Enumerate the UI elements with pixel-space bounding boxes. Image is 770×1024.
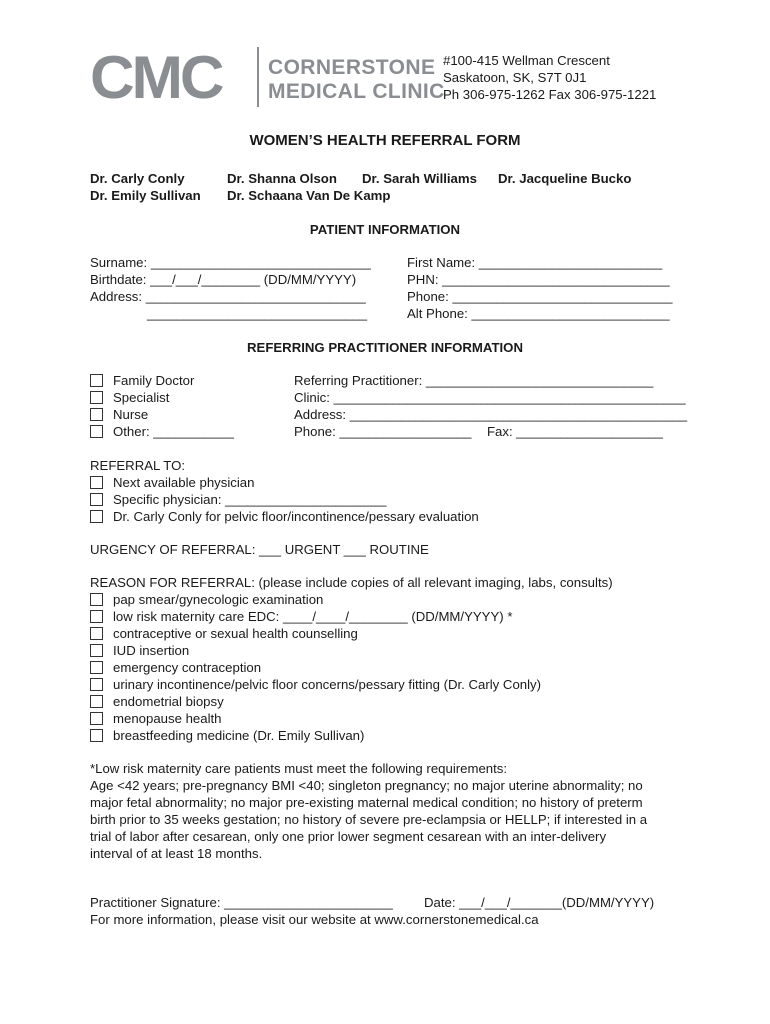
clinic-logo-mark: CMC (90, 44, 222, 111)
checkbox[interactable] (90, 661, 103, 674)
option-label: endometrial biopsy (113, 694, 224, 709)
checkbox[interactable] (90, 644, 103, 657)
doctor-name: Dr. Sarah Williams (362, 171, 477, 186)
clinic-phone-fax: Ph 306-975-1262 Fax 306-975-1221 (443, 87, 657, 102)
option-label: Specific physician: ______________________ (113, 492, 387, 507)
surname-field[interactable]: Surname: ______________________________ (90, 255, 371, 270)
option-label: IUD insertion (113, 643, 190, 658)
logo-divider (257, 47, 259, 107)
doctor-name: Dr. Schaana Van De Kamp (227, 188, 391, 203)
doctor-name: Dr. Shanna Olson (227, 171, 337, 186)
reason-heading: REASON FOR REFERRAL: (please include copies of all relevant imaging, labs, consults) (90, 575, 613, 590)
doctor-name: Dr. Jacqueline Bucko (498, 171, 632, 186)
maternity-note-line: interval of at least 18 months. (90, 846, 263, 861)
option-label: contraceptive or sexual health counselling (113, 626, 358, 641)
doctor-name: Dr. Carly Conly (90, 171, 185, 186)
clinic-address-line2: Saskatoon, SK, S7T 0J1 (443, 70, 587, 85)
checkbox[interactable] (90, 476, 103, 489)
first-name-field[interactable]: First Name: _________________________ (407, 255, 663, 270)
maternity-note-line: Age <42 years; pre-pregnancy BMI <40; singleton pregnancy; no major uterine abnormality; no (90, 778, 643, 793)
referring-heading: REFERRING PRACTITIONER INFORMATION (247, 340, 523, 355)
checkbox[interactable] (90, 678, 103, 691)
checkbox[interactable] (90, 712, 103, 725)
option-label: Specialist (113, 390, 170, 405)
option-label: Nurse (113, 407, 149, 422)
maternity-note-line: birth prior to 35 weeks gestation; no history of severe pre-eclampsia or HELLP; if interested in a (90, 812, 648, 827)
option-label: pap smear/gynecologic examination (113, 592, 324, 607)
maternity-note-line: *Low risk maternity care patients must meet the following requirements: (90, 761, 508, 776)
option-label: Other: ___________ (113, 424, 234, 439)
option-label: Next available physician (113, 475, 255, 490)
birthdate-field[interactable]: Birthdate: ___/___/________ (DD/MM/YYYY) (90, 272, 357, 287)
address-continued-field[interactable]: ______________________________ (147, 306, 368, 321)
website-note: For more information, please visit our website at www.cornerstonemedical.ca (90, 912, 539, 927)
urgency-field[interactable]: URGENCY OF REFERRAL: ___ URGENT ___ ROUTINE (90, 542, 429, 557)
referring-address-field[interactable]: Address: ______________________________________________ (294, 407, 688, 422)
checkbox[interactable] (90, 510, 103, 523)
referring-practitioner-field[interactable]: Referring Practitioner: _______________________________ (294, 373, 654, 388)
signature-field[interactable]: Practitioner Signature: _______________________ (90, 895, 393, 910)
checkbox[interactable] (90, 408, 103, 421)
checkbox[interactable] (90, 493, 103, 506)
referring-phone-field[interactable]: Phone: __________________ (294, 424, 472, 439)
checkbox[interactable] (90, 593, 103, 606)
checkbox[interactable] (90, 610, 103, 623)
option-label: Family Doctor (113, 373, 195, 388)
signature-date-field[interactable]: Date: ___/___/_______(DD/MM/YYYY) (424, 895, 655, 910)
option-label: low risk maternity care EDC: ____/____/________ (DD/MM/YYYY) * (113, 609, 513, 624)
checkbox[interactable] (90, 391, 103, 404)
referring-clinic-field[interactable]: Clinic: ________________________________________________ (294, 390, 686, 405)
option-label: Dr. Carly Conly for pelvic floor/incontinence/pessary evaluation (113, 509, 479, 524)
patient-phone-field[interactable]: Phone: ______________________________ (407, 289, 673, 304)
checkbox[interactable] (90, 374, 103, 387)
form-title: WOMEN’S HEALTH REFERRAL FORM (249, 132, 521, 149)
maternity-note-line: trial of labor after cesarean, only one prior lower segment cesarean with an inter-delivery (90, 829, 607, 844)
phn-field[interactable]: PHN: _______________________________ (407, 272, 670, 287)
option-label: emergency contraception (113, 660, 262, 675)
doctor-name: Dr. Emily Sullivan (90, 188, 201, 203)
clinic-address-line1: #100-415 Wellman Crescent (443, 53, 610, 68)
clinic-logo-name-line1: CORNERSTONE (268, 56, 436, 79)
patient-info-heading: PATIENT INFORMATION (309, 222, 461, 237)
checkbox[interactable] (90, 695, 103, 708)
alt-phone-field[interactable]: Alt Phone: ___________________________ (407, 306, 670, 321)
option-label: menopause health (113, 711, 222, 726)
checkbox[interactable] (90, 729, 103, 742)
referring-fax-field[interactable]: Fax: ____________________ (487, 424, 663, 439)
clinic-logo-name-line2: MEDICAL CLINIC (268, 80, 445, 103)
checkbox[interactable] (90, 425, 103, 438)
checkbox[interactable] (90, 627, 103, 640)
referral-to-heading: REFERRAL TO: (90, 458, 186, 473)
option-label: urinary incontinence/pelvic floor concerns/pessary fitting (Dr. Carly Conly) (113, 677, 542, 692)
maternity-note-line: major fetal abnormality; no major pre-existing maternal medical condition; no history of preterm (90, 795, 643, 810)
address-field[interactable]: Address: ______________________________ (90, 289, 366, 304)
option-label: breastfeeding medicine (Dr. Emily Sullivan) (113, 728, 365, 743)
